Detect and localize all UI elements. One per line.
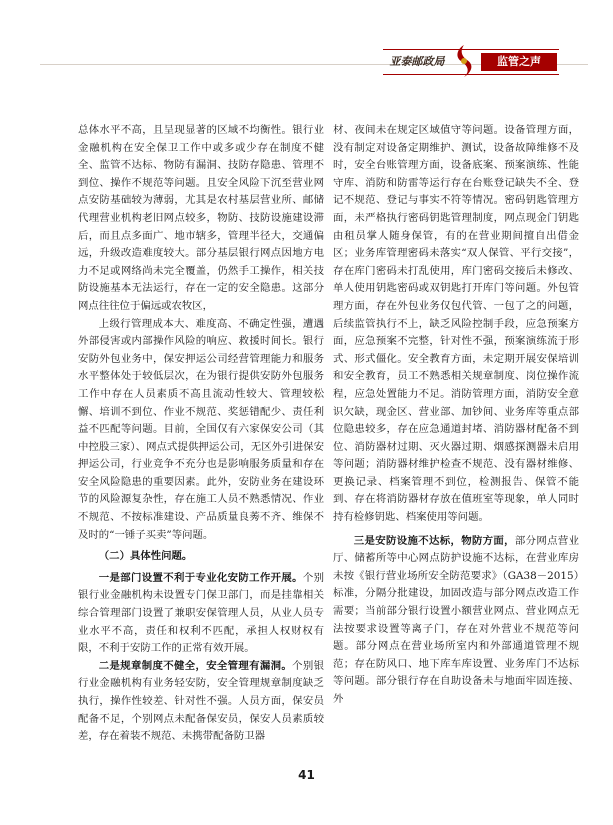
paragraph: 上级行管理成本大、难度高、不确定性强，遭遇外部侵害或内部操作风险的响应、救援时间长。银行安防外包业务中，保安押运公司经营管理能力和服务水平整体处于较低层次，在为银行提供安防外包服务工作中存在人员素质不高且流动性较大、管理较松懈、培训不到位、作业不规范、奖惩错配少、责任利益不匹配等问题。目前，全国仅有六家保安公司（其中控股三家）、网点式提供押运公司，无区外引进保安押运公司，行业竞争不充分也是影响服务质量和存在安全风险隐患的重要因素。此外，安防业务在建设环节的风险源复杂性，存在施工人员不熟悉情况、作业不规范、不按标准建设、产品质量良莠不齐、维保不及时的“一锤子买卖”等问题。 (78, 317, 324, 541)
section-heading: （二）具体性问题。 (98, 550, 193, 563)
paragraph (78, 570, 324, 658)
paragraph-body: 部分网点营业厅、储蓄所等中心网点防护设施不达标，在营业库房未按《银行营业场所安全防范要求》（GA38－2015）标准，分隔分批建设，加固改造与部分网点改造工作需要；当前部分银行设置小额营业网点、营业网点无法按要求设置等离子门，存在对外营业不规范等问题。部分网点在营业场所室内和外部通道管理不规范；存在防风口、地下库车库设置、业务库门不达标等问题。部分银行存在自助设备未与地面牢固连接、外 (333, 534, 579, 705)
logo-mark-icon (451, 43, 477, 79)
paragraph-lead: 二是规章制度不健全，安全管理有漏洞。 (98, 659, 293, 672)
paragraph: 总体水平不高，且呈现显著的区域不均衡性。银行业金融机构在安全保卫工作中或多或少存在制度不健全、监管不达标、物防有漏洞、技防存隐患、管理不到位、操作不规范等问题。且安全风险下沉至营业网点安防基础较为薄弱，尤其是农村基层营业所、邮储代理营业机构老旧网点较多，物防、技防设施建设滞后，而且点多面广、地市辖多，管理半径大，交通偏远，升级改造难度较大。部分基层银行网点因地方电力不足或网络尚未完全覆盖，仍然手工操作，相关技防设施基本无法运行，存在一定的安全隐患。这部分网点往往位于偏远或农牧区， (78, 124, 324, 312)
paragraph-body: 个别银行业金融机构未设置专门保卫部门，而是挂靠相关综合管理部门设置了兼职安保管理人员，从业人员专业水平不高，责任和权利不匹配，承担人权财权有限，不利于安防工作的正常有效开展。 (78, 571, 325, 655)
section-header (383, 49, 559, 75)
left-column (78, 122, 324, 746)
paragraph-body: 个别银行业金融机构有业务轻安防，安全管理规章制度缺乏执行，操作性较差、针对性不强。人员方面，保安员配备不足，个别网点未配备保安员，保安人员素质较差，存在着装不规范、未携带配备防卫器 (78, 659, 325, 743)
paragraph: 材、夜间未在规定区域值守等问题。设备管理方面，没有制定对设备定期维护、测试，设备故障维修不及时，安全台账管理方面，设备底案、预案演练、性能守库、消防和防雷等运行存在台账登记缺失不全、登记不规范、登记与事实不符等情况。密码钥匙管理方面，未严格执行密码钥匙管理制度，网点现金门钥匙由租员掌人随身保管，有的在营业期间擅自出借金区；业务库管理密码未落实“双人保管、平行交接”，存在库门密码未打乱使用，库门密码交接后未修改、单人使用钥匙密码或双钥匙打开库门等问题。外包管理方面，存在外包业务仅包代管、一包了之的问题，后续监管执行不上，缺乏风险控制手段，应急预案方面，应急预案不完整，针对性不强，预案演练流于形式、形式僵化。安全教育方面，未定期开展安保培训和安全教育，员工不熟悉相关规章制度、岗位操作流程，应急处置能力不足。消防管理方面，消防安全意识欠缺，现金区、营业部、加钞间、业务库等重点部位隐患较多，存在应急通道封堵、消防器材配备不到位、消防器材过期、灭火器过期、烟感探测器未启用等问题；消防器材维护检查不规范、没有器材维修、更换记录、档案管理不到位，检测报告、保管不能到、存在将消防器材存放在值班室等现象，单人同时持有检修钥匙、档案使用等问题。 (333, 124, 579, 524)
page-number: 41 (298, 768, 315, 782)
paragraph-lead: 一是部门设置不利于专业化安防工作开展。 (98, 571, 303, 584)
right-column (333, 122, 579, 709)
paragraph-lead: 三是安防设施不达标，物防方面， (353, 534, 515, 547)
header-left-label: 亚泰邮政局 (389, 55, 445, 68)
header-right-label: 监管之声 (481, 53, 557, 71)
paragraph (333, 533, 579, 709)
paragraph (78, 658, 324, 746)
